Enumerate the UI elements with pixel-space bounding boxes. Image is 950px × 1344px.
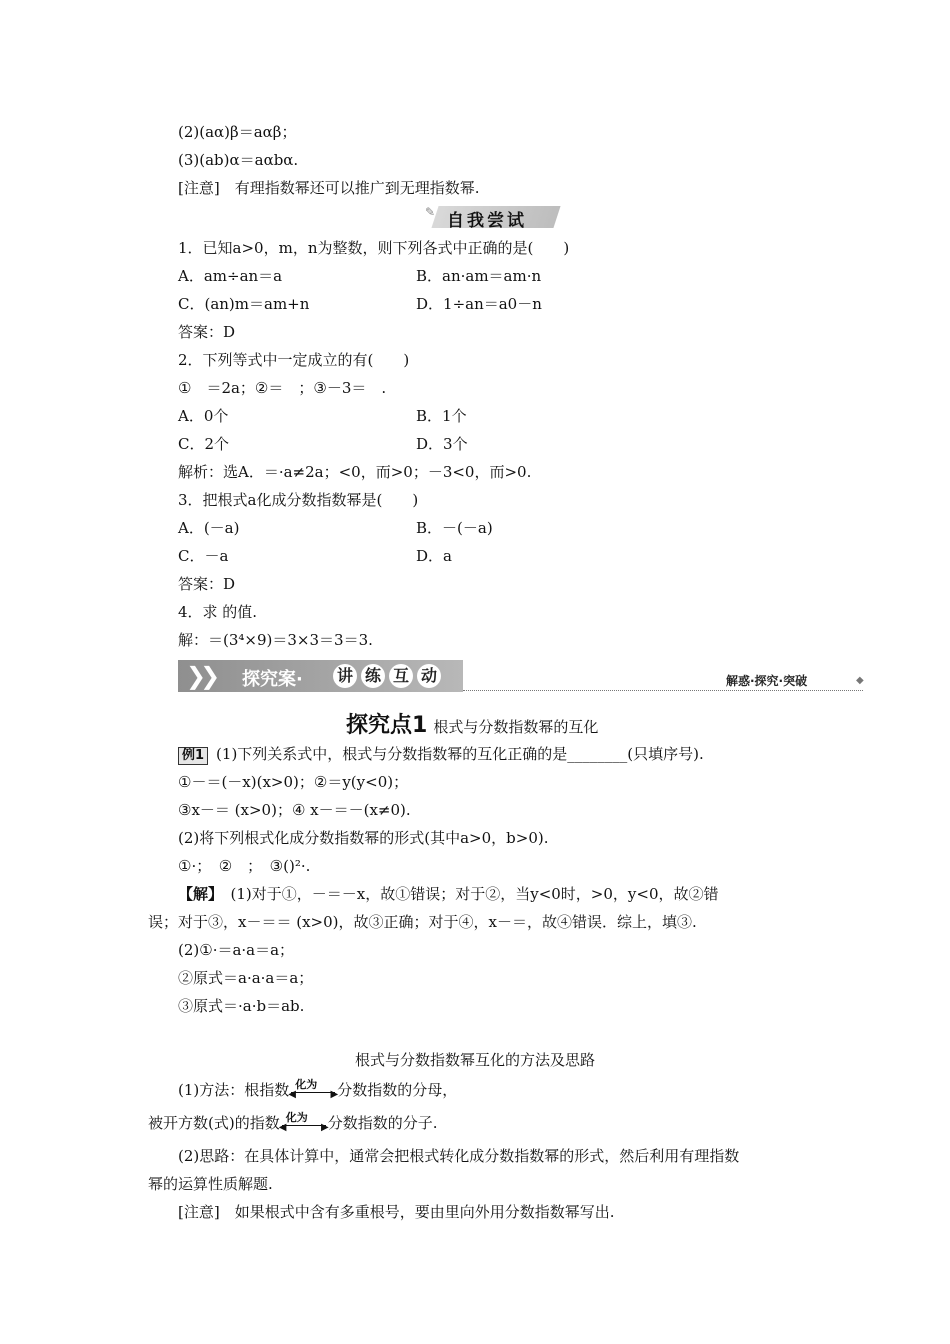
- example-line-3: ③x－＝ (x>0)；④ x－＝－(x≠0).: [178, 801, 411, 819]
- arrow-label: 化为: [285, 1111, 308, 1124]
- note-irrational: [注意] 有理指数幂还可以推广到无理指数幂.: [178, 179, 480, 197]
- explore-point-title: 探究点1: [346, 713, 428, 738]
- method-1-post: 分数指数的分母，: [337, 1081, 458, 1099]
- explore-banner: [178, 660, 868, 696]
- solution-label: 【解】: [178, 885, 216, 903]
- q2-option-d: D．3个: [416, 435, 468, 453]
- example-tag: 例1: [178, 747, 208, 765]
- method-title: 根式与分数指数幂互化的方法及思路: [354, 1051, 595, 1069]
- method-2-post: 分数指数的分子.: [327, 1114, 438, 1132]
- q1-option-d: D．1÷an＝a0－n: [416, 295, 542, 313]
- banner-char: 练: [361, 664, 385, 688]
- explore-point-heading: [346, 708, 598, 739]
- formula-line-2: (2)(aα)β＝aαβ；: [178, 123, 297, 141]
- banner-char: 讲: [333, 664, 357, 688]
- q2-analysis: 解析：选A．＝·a≠2a；<0，而>0；－3<0，而>0.: [178, 463, 532, 481]
- banner-char: 动: [417, 664, 441, 688]
- solution-line-5: ③原式＝·a·b＝ab.: [178, 997, 305, 1015]
- self-test-title: 自我尝试: [447, 211, 527, 231]
- q4-solution: 解：＝(3⁴×9)＝3×3＝3＝3.: [178, 631, 373, 649]
- method-2-pre: 被开方数(式)的指数: [148, 1114, 280, 1132]
- arrow-label: 化为: [295, 1078, 318, 1091]
- method-line-4: 幂的运算性质解题.: [148, 1175, 273, 1193]
- solution-line-4: ②原式＝a·a·a＝a；: [178, 969, 314, 987]
- q4-stem: 4．求 的值.: [178, 603, 258, 621]
- q2-stem: 2．下列等式中一定成立的有( ): [178, 351, 410, 369]
- method-line-3: (2)思路：在具体计算中，通常会把根式转化成分数指数幂的形式，然后利用有理指数: [178, 1147, 740, 1165]
- q1-answer: 答案：D: [178, 323, 236, 341]
- explore-banner-title: 探究案·: [242, 669, 303, 690]
- q3-option-b: B．－(－a): [416, 519, 493, 537]
- q3-option-d: D．a: [416, 547, 452, 565]
- q2-option-a: A．0个: [178, 407, 229, 425]
- solution-text-1: (1)对于①，－＝－x，故①错误；对于②，当y<0时，>0，y<0，故②错: [215, 885, 719, 903]
- q2-option-c: C．2个: [178, 435, 230, 453]
- method-1-pre: (1)方法：根指数: [178, 1081, 290, 1099]
- method-note: [注意] 如果根式中含有多重根号，要由里向外用分数指数幂写出.: [178, 1203, 615, 1221]
- explore-point-subtitle: 根式与分数指数幂的互化: [433, 718, 599, 736]
- banner-char: 互: [389, 664, 413, 688]
- example-line-1: [178, 744, 704, 765]
- q2-option-b: B．1个: [416, 407, 467, 425]
- solution-line-1: [178, 884, 719, 904]
- diamond-icon: ◆: [856, 675, 864, 686]
- q1-stem: 1．已知a>0，m，n为整数，则下列各式中正确的是( ): [178, 239, 570, 257]
- banner-dotted-rule: [463, 690, 863, 691]
- example-line-2: ①－＝(－x)(x>0)；②＝y(y<0)；: [178, 773, 409, 791]
- double-arrow-icon: 化为 ◀ ▶: [280, 1114, 328, 1134]
- banner-pill-group: [333, 664, 445, 688]
- example-q1: (1)下列关系式中，根式与分数指数幂的互化正确的是________(只填序号).: [216, 745, 704, 763]
- q3-answer: 答案：D: [178, 575, 236, 593]
- q2-items: ① ＝2a；②＝ ；③－3＝ .: [178, 379, 387, 397]
- pencil-icon: ✎: [425, 205, 436, 219]
- q3-option-c: C．－a: [178, 547, 229, 565]
- solution-line-3: (2)①·＝a·a＝a；: [178, 941, 295, 959]
- self-test-banner: [425, 203, 560, 231]
- example-line-4: (2)将下列根式化成分数指数幂的形式(其中a>0，b>0).: [178, 829, 549, 847]
- q1-option-c: C．(an)m＝am+n: [178, 295, 310, 313]
- double-arrow-icon: 化为 ◀ ▶: [289, 1081, 337, 1101]
- q1-option-b: B．an·am＝am·n: [416, 267, 542, 285]
- method-line-2: [148, 1113, 438, 1134]
- q3-stem: 3．把根式a化成分数指数幂是( ): [178, 491, 419, 509]
- method-line-1: [178, 1080, 457, 1101]
- solution-line-2: 误；对于③，x－＝＝ (x>0)，故③正确；对于④，x－＝，故④错误．综上，填③.: [148, 913, 697, 931]
- q3-option-a: A．(－a): [178, 519, 240, 537]
- formula-line-3: (3)(ab)α＝aαbα.: [178, 151, 299, 169]
- q1-option-a: A．am÷an＝a: [178, 267, 283, 285]
- banner-right-label: 解惑·探究·突破: [726, 674, 808, 688]
- example-line-5: ①·； ② ； ③()²·.: [178, 857, 311, 875]
- double-chevron-icon: ❯❯: [186, 662, 215, 690]
